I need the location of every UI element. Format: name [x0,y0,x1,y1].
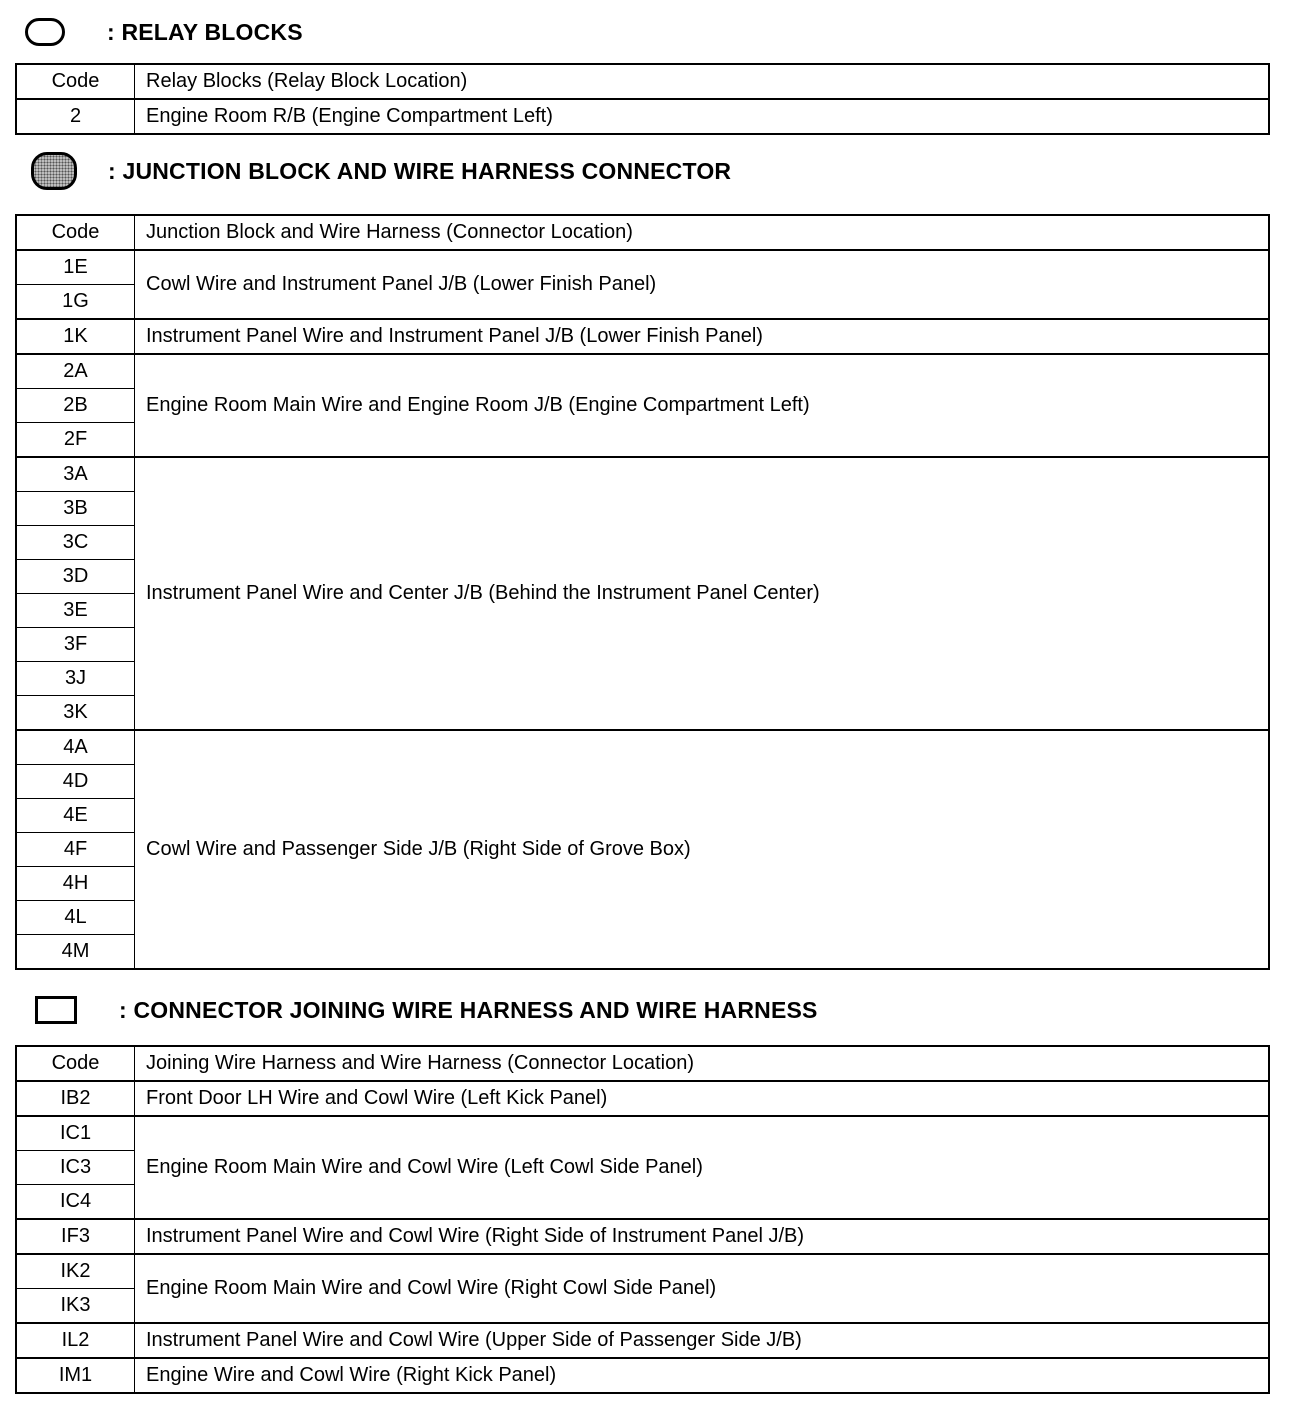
column-header-description: Relay Blocks (Relay Block Location) [135,64,1270,99]
code-cell: 3E [16,594,135,628]
code-cell: 3F [16,628,135,662]
table-header-row [16,215,1269,250]
relay-blocks-title: : RELAY BLOCKS [107,18,303,45]
code-cell: 4H [16,867,135,901]
code-cell: 3C [16,526,135,560]
location-description-cell: Front Door LH Wire and Cowl Wire (Left Kick Panel) [135,1081,1270,1116]
location-description-cell: Cowl Wire and Passenger Side J/B (Right Side of Grove Box) [135,730,1270,969]
code-cell: IB2 [16,1081,135,1116]
location-description-cell: Engine Room Main Wire and Engine Room J/B (Engine Compartment Left) [135,354,1270,457]
column-header-description: Junction Block and Wire Harness (Connector Location) [135,215,1270,250]
code-cell: IC1 [16,1116,135,1151]
table-row [16,1116,1269,1151]
code-cell: 1K [16,319,135,354]
location-description-cell: Cowl Wire and Instrument Panel J/B (Lower Finish Panel) [135,250,1270,319]
code-cell: 3J [16,662,135,696]
code-cell: 2 [16,99,135,134]
location-description-cell: Engine Room Main Wire and Cowl Wire (Left Cowl Side Panel) [135,1116,1270,1219]
location-description-cell: Instrument Panel Wire and Cowl Wire (Upper Side of Passenger Side J/B) [135,1323,1270,1358]
table-row [16,354,1269,389]
location-description-cell: Instrument Panel Wire and Center J/B (Behind the Instrument Panel Center) [135,457,1270,730]
code-cell: 1G [16,285,135,320]
code-cell: 2F [16,423,135,458]
code-cell: 2B [16,389,135,423]
table-row [16,457,1269,492]
location-description-cell: Instrument Panel Wire and Cowl Wire (Right Side of Instrument Panel J/B) [135,1219,1270,1254]
location-description-cell: Engine Room R/B (Engine Compartment Left) [135,99,1270,134]
code-cell: IL2 [16,1323,135,1358]
column-header-description: Joining Wire Harness and Wire Harness (Connector Location) [135,1046,1270,1081]
code-cell: 3B [16,492,135,526]
code-cell: IK2 [16,1254,135,1289]
junction-block-title: : JUNCTION BLOCK AND WIRE HARNESS CONNECTOR [108,157,732,184]
code-cell: 4A [16,730,135,765]
code-cell: 3K [16,696,135,731]
code-cell: 2A [16,354,135,389]
code-cell: IK3 [16,1289,135,1324]
code-cell: 4M [16,935,135,970]
connector-joining-heading [35,996,818,1024]
table-row [16,730,1269,765]
table-row [16,1081,1269,1116]
code-cell: 4E [16,799,135,833]
code-cell: 4F [16,833,135,867]
location-description-cell: Engine Wire and Cowl Wire (Right Kick Panel) [135,1358,1270,1393]
relay-blocks-heading [25,18,303,46]
table-row [16,1358,1269,1393]
table-row [16,99,1269,134]
table-row [16,319,1269,354]
code-cell: IC4 [16,1185,135,1220]
junction-block-table [15,214,1270,970]
junction-block-heading [31,152,731,190]
location-description-cell: Instrument Panel Wire and Instrument Panel J/B (Lower Finish Panel) [135,319,1270,354]
connector-joining-title: : CONNECTOR JOINING WIRE HARNESS AND WIRE HARNESS [119,996,818,1023]
code-cell: 4D [16,765,135,799]
junction-block-symbol-icon [31,152,77,190]
table-row [16,250,1269,285]
relay-block-symbol-icon [25,18,65,46]
code-cell: IC3 [16,1151,135,1185]
code-cell: IF3 [16,1219,135,1254]
table-header-row [16,1046,1269,1081]
code-cell: IM1 [16,1358,135,1393]
code-cell: 3A [16,457,135,492]
table-row [16,1219,1269,1254]
column-header-code: Code [16,215,135,250]
connector-symbol-icon [35,996,77,1024]
location-description-cell: Engine Room Main Wire and Cowl Wire (Right Cowl Side Panel) [135,1254,1270,1323]
table-row [16,1254,1269,1289]
code-cell: 1E [16,250,135,285]
code-cell: 4L [16,901,135,935]
table-header-row [16,64,1269,99]
relay-blocks-table [15,63,1270,135]
connector-joining-table [15,1045,1270,1394]
column-header-code: Code [16,1046,135,1081]
column-header-code: Code [16,64,135,99]
code-cell: 3D [16,560,135,594]
table-row [16,1323,1269,1358]
